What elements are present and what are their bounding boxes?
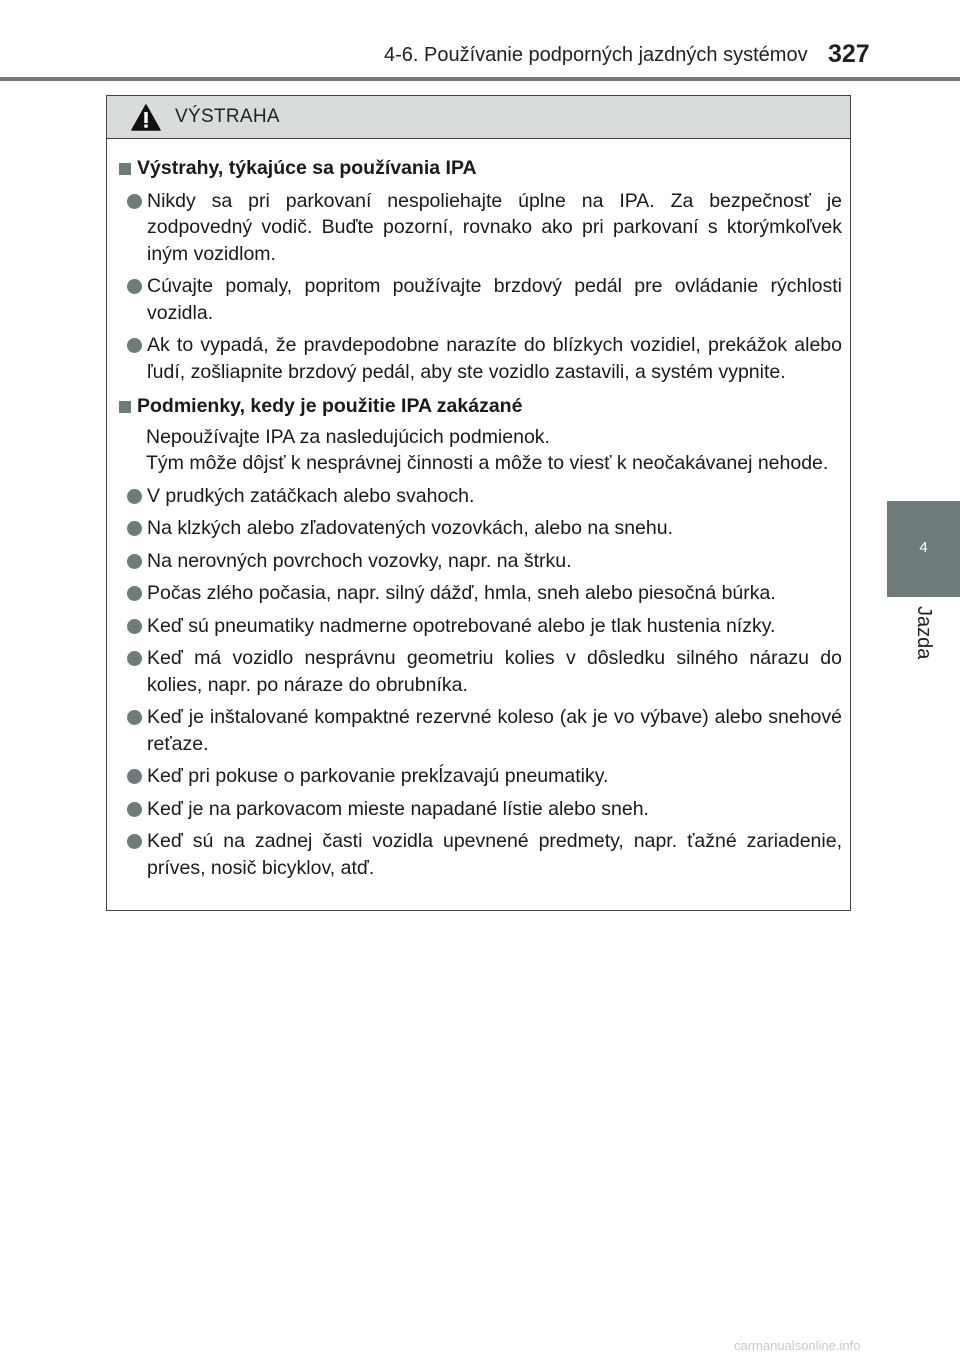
round-bullet-icon xyxy=(127,521,142,536)
header-divider xyxy=(0,77,960,81)
list-item-text: Na klzkých alebo zľadovatených vozovkách, alebo na snehu. xyxy=(147,517,674,539)
list-item-text: Nikdy sa pri parkovaní nespoliehajte úplne na IPA. Za bezpečnosť je zodpovedný vodič. Buďte pozorní, rovnako ako pri parkovaní s ktorýmkoľvek iným vozidlom. xyxy=(147,189,842,265)
list-item xyxy=(119,188,842,268)
list-item xyxy=(119,796,842,823)
list-item xyxy=(119,515,842,542)
section-title: 4-6. Používanie podporných jazdných systémov xyxy=(384,44,808,66)
list-item xyxy=(119,332,842,385)
warning-title: VÝSTRAHA xyxy=(175,106,280,127)
list-item-text: Keď sú pneumatiky nadmerne opotrebované alebo je tlak hustenia nízky. xyxy=(147,614,776,637)
list-item xyxy=(119,548,842,575)
section-heading xyxy=(119,155,842,182)
chapter-label: Jazda xyxy=(913,606,935,660)
round-bullet-icon xyxy=(127,769,142,784)
intro-line: Nepoužívajte IPA za nasledujúcich podmienok. xyxy=(146,425,550,448)
square-bullet-icon xyxy=(119,163,131,175)
chapter-number: 4 xyxy=(919,539,928,556)
list-item-text: Keď pri pokuse o parkovanie prekĺzavajú pneumatiky. xyxy=(147,765,609,787)
round-bullet-icon xyxy=(127,554,142,569)
warning-header xyxy=(107,96,850,139)
list-item xyxy=(119,613,842,640)
list-item-text: Keď má vozidlo nesprávnu geometriu kolies v dôsledku silného nárazu do kolies, napr. po náraze do obrubníka. xyxy=(147,647,842,696)
list-item xyxy=(119,828,842,881)
warning-box xyxy=(106,95,851,911)
square-bullet-icon xyxy=(119,401,131,413)
intro-paragraph xyxy=(119,424,842,477)
list-item-text: Na nerovných povrchoch vozovky, napr. na štrku. xyxy=(147,549,572,572)
list-item xyxy=(119,763,842,790)
round-bullet-icon xyxy=(127,710,142,725)
round-bullet-icon xyxy=(127,194,142,209)
watermark: carmanualsonline.info xyxy=(734,1338,861,1353)
section-ipa-prohibited xyxy=(119,393,842,881)
warning-triangle-icon xyxy=(131,104,161,131)
list-item-text: Cúvajte pomaly, popritom používajte brzdový pedál pre ovládanie rýchlosti vozidla. xyxy=(147,275,842,324)
section-heading xyxy=(119,393,842,420)
list-item-text: V prudkých zatáčkach alebo svahoch. xyxy=(147,484,475,507)
section-heading-text: Výstrahy, týkajúce sa používania IPA xyxy=(137,157,477,179)
list-item-text: Keď sú na zadnej časti vozidla upevnené predmety, napr. ťažné zariadenie, príves, nosič bicyklov, atď. xyxy=(147,830,842,879)
intro-line: Tým môže dôjsť k nesprávnej činnosti a môže to viesť k neočakávanej nehode. xyxy=(146,452,829,474)
chapter-tab xyxy=(887,501,960,597)
round-bullet-icon xyxy=(127,586,142,601)
round-bullet-icon xyxy=(127,834,142,849)
round-bullet-icon xyxy=(127,338,142,353)
list-item xyxy=(119,645,842,698)
list-item xyxy=(119,273,842,326)
list-item-text: Keď je na parkovacom mieste napadané lístie alebo sneh. xyxy=(147,797,649,820)
round-bullet-icon xyxy=(127,619,142,634)
round-bullet-icon xyxy=(127,802,142,817)
round-bullet-icon xyxy=(127,279,142,294)
warning-content xyxy=(107,139,850,881)
section-ipa-warnings xyxy=(119,155,842,385)
list-item-text: Počas zlého počasia, napr. silný dážď, hmla, sneh alebo piesočná búrka. xyxy=(147,582,776,604)
list-item xyxy=(119,483,842,510)
list-item-text: Ak to vypadá, že pravdepodobne narazíte do blízkych vozidiel, prekážok alebo ľudí, zošliapnite brzdový pedál, aby ste vozidlo zastavili, a systém vypnite. xyxy=(147,334,842,383)
list-item xyxy=(119,704,842,757)
round-bullet-icon xyxy=(127,651,142,666)
list-item-text: Keď je inštalované kompaktné rezervné koleso (ak je vo výbave) alebo snehové reťaze. xyxy=(147,706,842,755)
round-bullet-icon xyxy=(127,489,142,504)
page-number: 327 xyxy=(828,40,870,68)
list-item xyxy=(119,580,842,607)
section-heading-text: Podmienky, kedy je použitie IPA zakázané xyxy=(137,395,523,417)
